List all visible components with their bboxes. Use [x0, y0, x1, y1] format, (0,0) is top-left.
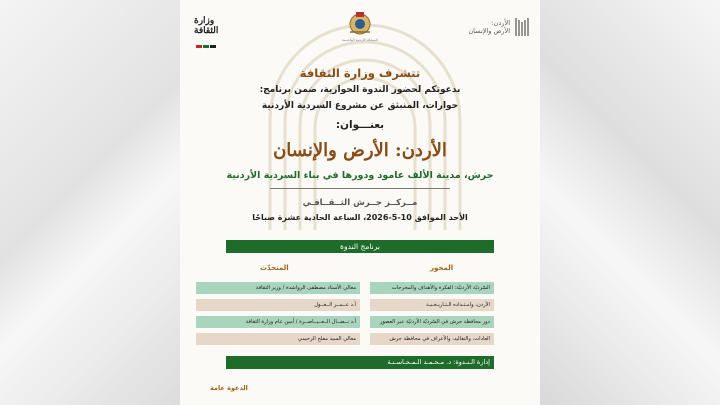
moderator-bar: إدارة الـنـدوة: د. مـحـمـد الـمـحـاسـنـة — [226, 356, 494, 369]
logo-right-line1: الأردن: — [491, 19, 510, 27]
invite-line: بدعوتكم لحضور الندوة الحوارية، ضمن برنامج: — [259, 85, 461, 95]
axis-row: السّرديّة الأردنيّة: الفكرة والأهداف والمخرجات — [370, 282, 494, 294]
invitation-card — [180, 0, 540, 405]
logo-right-line2: الأرض والإنسان — [468, 27, 510, 35]
ministry-logo — [194, 16, 240, 46]
speaker-row: أ.د نــضــال الــعــيــاصــرة / أمين عام وزارة الثقافة — [196, 316, 360, 328]
ministry-logo-mark-icon — [194, 43, 240, 51]
royal-crest-icon — [347, 10, 373, 36]
divider — [270, 188, 450, 189]
column-header-axis: المحور — [430, 264, 454, 272]
date-time: الأحد الموافق 10-5-2026، الساعة الحادية عشرة صباحًا — [252, 213, 468, 222]
crest-caption: المملكة الأردنية الهاشمية — [341, 38, 378, 42]
host-line: تتشرف وزارة الثقافة — [299, 66, 421, 80]
project-logo — [468, 16, 530, 38]
public-invitation-note: الدعوة عامة — [210, 384, 248, 392]
titled-label: بعنـــوان: — [335, 119, 385, 131]
column-header-speaker: المتحدّث — [260, 264, 289, 272]
event-title: الأردن: الأرض والإنسان — [273, 140, 447, 161]
venue: مــركــز جــرش الثــقــافـي — [302, 198, 418, 208]
event-subtitle: جرش، مدينة الألف عامود ودورها في بناء السردية الأردنية — [226, 170, 494, 181]
axis-row: الأردن، وامـتـداده الـتـاريـخـيـة — [370, 299, 494, 311]
speaker-row: أ.د عــمــر الــغــول — [196, 299, 360, 311]
logo-left-line2: الثقافة — [194, 26, 219, 36]
axis-row: العادات، والتقاليد، والأعراف في محافظة جرش — [370, 333, 494, 345]
speaker-row: معالي السيد مفلح الرحيمي — [196, 333, 360, 345]
program-bar: برنامج الندوة — [226, 240, 494, 253]
logo-left-line1: وزارة — [194, 16, 215, 26]
logo-lines-icon — [514, 16, 530, 38]
program-line: حوارات، المنبثق عن مشروع السردية الأردنية — [261, 101, 459, 111]
axis-row: دور محافظة جرش في السّرديّة الأردنيّة عبر العصور — [370, 316, 494, 328]
background-right — [540, 0, 720, 405]
speaker-row: معالي الأستاذ مصطفى الرواشدة / وزير الثقافة — [196, 282, 360, 294]
background-left — [0, 0, 180, 405]
